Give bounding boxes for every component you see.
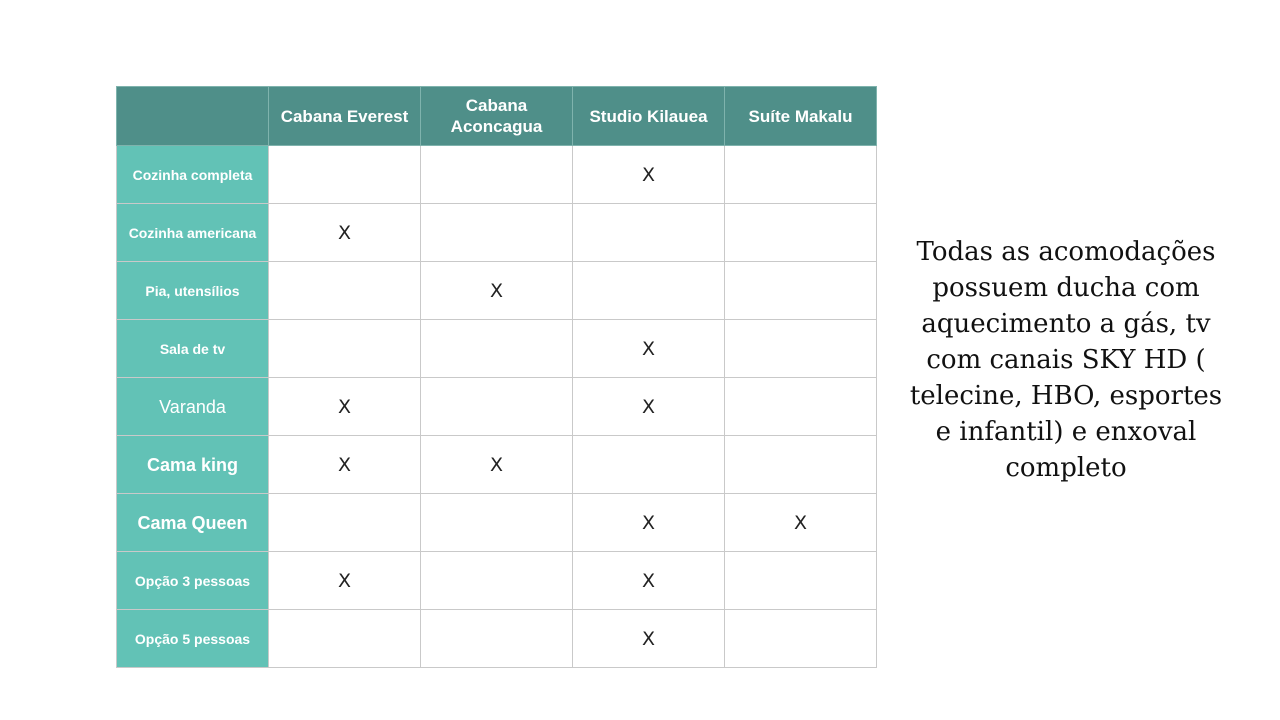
header-cabana-aconcagua: Cabana Aconcagua (421, 87, 573, 146)
table-cell: X (573, 320, 725, 378)
table-cell: X (269, 378, 421, 436)
table-cell (421, 494, 573, 552)
amenities-table (116, 86, 877, 668)
header-corner-cell (117, 87, 269, 146)
row-label-cozinha-completa: Cozinha completa (117, 146, 269, 204)
table-cell: X (573, 146, 725, 204)
table-row (117, 262, 877, 320)
table-cell (573, 204, 725, 262)
table-cell (269, 262, 421, 320)
row-label-cama-queen: Cama Queen (117, 494, 269, 552)
table-cell (725, 262, 877, 320)
table-row (117, 320, 877, 378)
table-cell (421, 146, 573, 204)
table-cell: X (573, 610, 725, 668)
header-cabana-everest: Cabana Everest (269, 87, 421, 146)
table-row (117, 204, 877, 262)
table-cell (725, 378, 877, 436)
table-row (117, 146, 877, 204)
table-cell (725, 204, 877, 262)
table-row (117, 494, 877, 552)
table-cell (725, 610, 877, 668)
table-cell: X (573, 378, 725, 436)
table-cell (725, 436, 877, 494)
row-label-opcao-5-pessoas: Opção 5 pessoas (117, 610, 269, 668)
table-row (117, 552, 877, 610)
row-label-sala-de-tv: Sala de tv (117, 320, 269, 378)
table-cell (421, 610, 573, 668)
table-row (117, 610, 877, 668)
table-cell (269, 146, 421, 204)
table-cell (725, 552, 877, 610)
table-cell (269, 320, 421, 378)
table-cell: X (573, 552, 725, 610)
table-cell: X (269, 436, 421, 494)
table-row (117, 436, 877, 494)
amenities-note: Todas as acomodações possuem ducha com aquecimento a gás, tv com canais SKY HD ( telecine, HBO, esportes e infantil) e enxoval completo (909, 237, 1223, 483)
header-studio-kilauea: Studio Kilauea (573, 87, 725, 146)
table-cell: X (421, 436, 573, 494)
row-label-cama-king: Cama king (117, 436, 269, 494)
table-header-row (117, 87, 877, 146)
header-suite-makalu: Suíte Makalu (725, 87, 877, 146)
table-row (117, 378, 877, 436)
table-cell (421, 378, 573, 436)
row-label-opcao-3-pessoas: Opção 3 pessoas (117, 552, 269, 610)
table-cell: X (573, 494, 725, 552)
row-label-cozinha-americana: Cozinha americana (117, 204, 269, 262)
table-cell: X (269, 552, 421, 610)
row-label-varanda: Varanda (117, 378, 269, 436)
table-cell (573, 436, 725, 494)
table-cell: X (269, 204, 421, 262)
table-cell: X (725, 494, 877, 552)
table-cell (421, 204, 573, 262)
table-cell (725, 320, 877, 378)
table-cell (269, 610, 421, 668)
row-label-pia-utensilios: Pia, utensílios (117, 262, 269, 320)
table-cell (421, 320, 573, 378)
table-cell (421, 552, 573, 610)
table-cell: X (421, 262, 573, 320)
table-cell (725, 146, 877, 204)
table-cell (269, 494, 421, 552)
table-cell (573, 262, 725, 320)
